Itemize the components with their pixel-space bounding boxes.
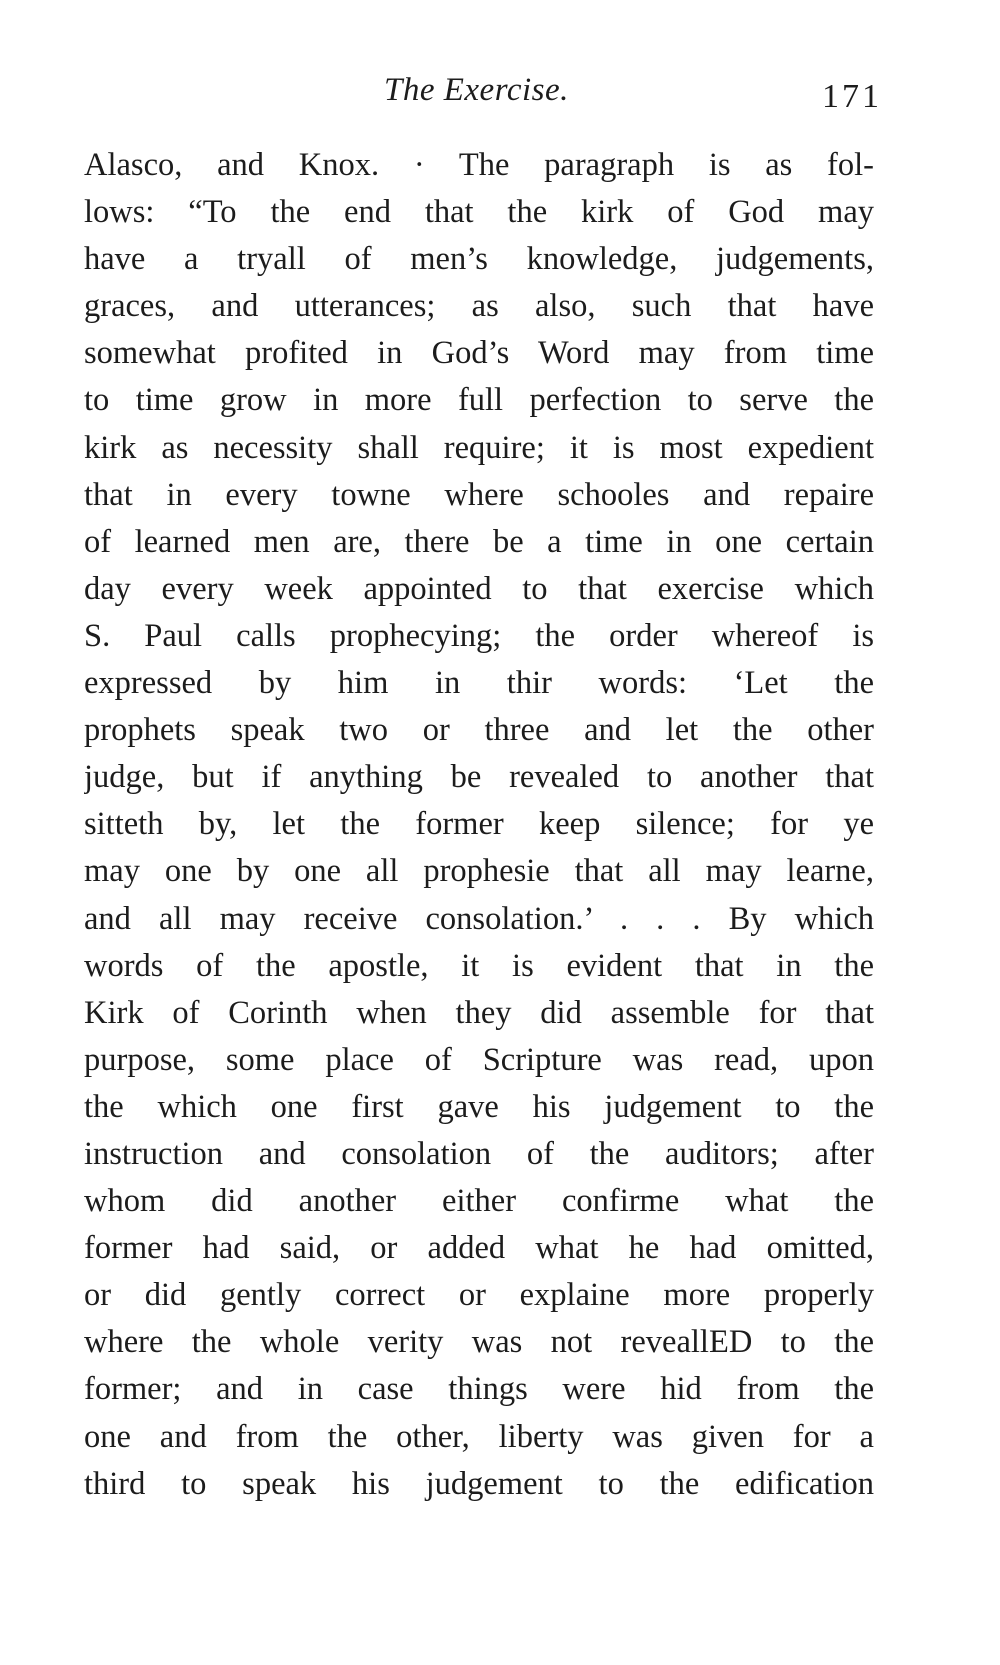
text-line: judge, but if anything be revealed to another that: [84, 759, 874, 796]
text-line: purpose, some place of Scripture was read, upon: [84, 1041, 874, 1078]
text-line: have a tryall of men’s knowledge, judgements,: [84, 241, 874, 278]
text-line: third to speak his judgement to the edification: [84, 1465, 874, 1502]
text-line: Alasco, and Knox. · The paragraph is as fol-: [84, 147, 874, 183]
page-number: 171: [822, 78, 882, 115]
text-line: may one by one all prophesie that all may learne,: [84, 853, 874, 890]
running-head: The Exercise.: [384, 72, 569, 108]
text-line: words of the apostle, it is evident that in the: [84, 947, 874, 984]
text-line: the which one first gave his judgement to the: [84, 1088, 874, 1125]
text-line: of learned men are, there be a time in one certain: [84, 523, 874, 560]
text-line: somewhat profited in God’s Word may from time: [84, 335, 874, 372]
page-header: [84, 72, 882, 122]
text-line: or did gently correct or explaine more properly: [84, 1277, 874, 1314]
text-line: day every week appointed to that exercise which: [84, 570, 874, 607]
text-line: sitteth by, let the former keep silence; for ye: [84, 806, 874, 843]
text-line: where the whole verity was not reveallED to the: [84, 1324, 874, 1361]
body-text: [84, 142, 874, 1508]
text-line: Kirk of Corinth when they did assemble for that: [84, 994, 874, 1031]
text-line: to time grow in more full perfection to serve the: [84, 382, 874, 419]
text-line: whom did another either confirme what the: [84, 1183, 874, 1220]
text-line: lows: “To the end that the kirk of God may: [84, 194, 874, 231]
text-line: instruction and consolation of the auditors; after: [84, 1135, 874, 1172]
text-line: and all may receive consolation.’ . . . By which: [84, 900, 874, 937]
text-line: former had said, or added what he had omitted,: [84, 1230, 874, 1267]
text-line: that in every towne where schooles and repaire: [84, 476, 874, 513]
text-line: kirk as necessity shall require; it is most expedient: [84, 429, 874, 466]
text-line: former; and in case things were hid from the: [84, 1371, 874, 1408]
text-line: one and from the other, liberty was given for a: [84, 1418, 874, 1455]
text-line: expressed by him in thir words: ‘Let the: [84, 665, 874, 702]
text-line: S. Paul calls prophecying; the order whereof is: [84, 617, 874, 654]
text-line: graces, and utterances; as also, such that have: [84, 288, 874, 325]
text-line: prophets speak two or three and let the other: [84, 712, 874, 749]
